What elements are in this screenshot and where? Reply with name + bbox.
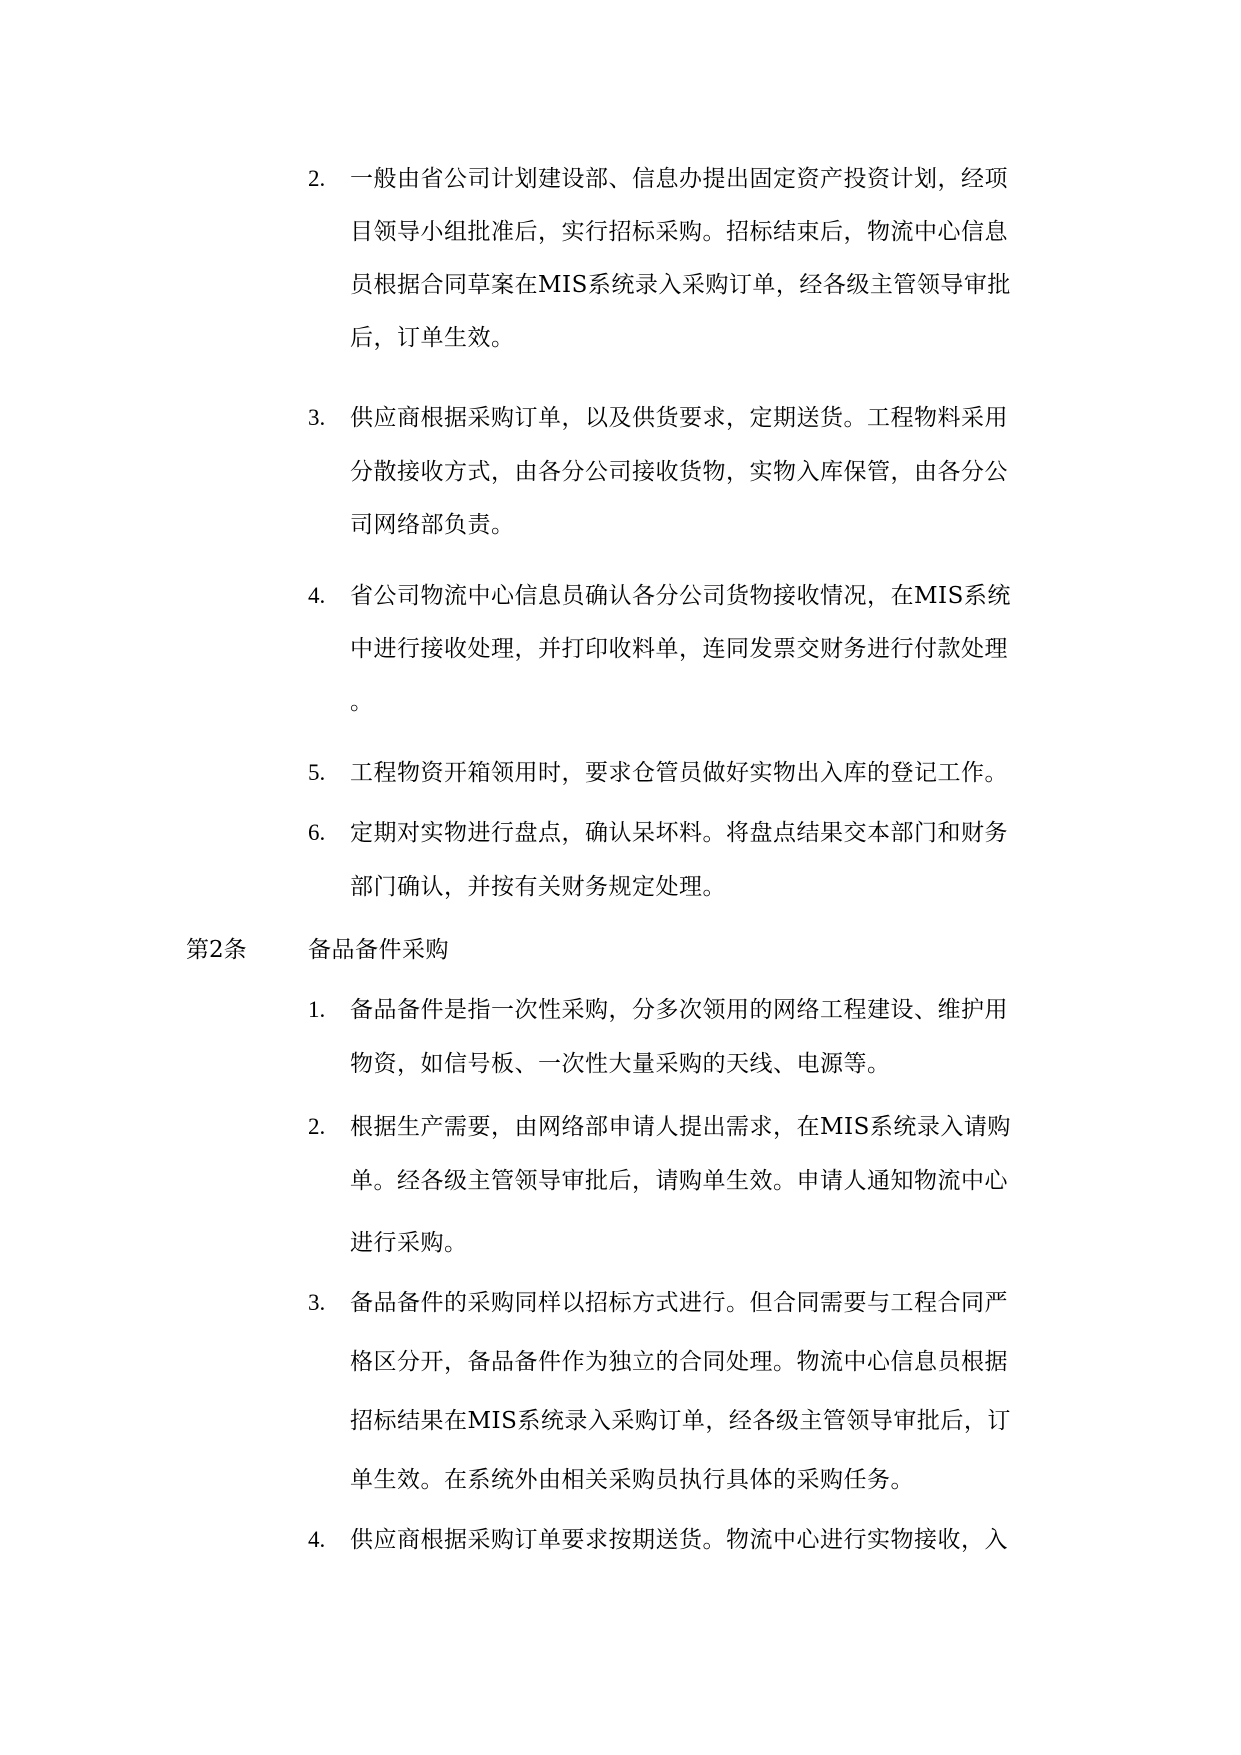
list-item-line: 分散接收方式，由各分公司接收货物，实物入库保管，由各分公 xyxy=(350,459,1008,485)
list-item-line: 招标结果在MIS系统录入采购订单，经各级主管领导审批后，订 xyxy=(350,1408,1011,1434)
list-item-line: 。 xyxy=(350,689,374,715)
list-item-number: 4. xyxy=(308,1527,326,1552)
list-item-line: 目领导小组批准后，实行招标采购。招标结束后，物流中心信息 xyxy=(350,219,1008,245)
list-item-line: 单。经各级主管领导审批后，请购单生效。申请人通知物流中心 xyxy=(350,1168,1008,1194)
list-item-line: 员根据合同草案在MIS系统录入采购订单，经各级主管领导审批 xyxy=(350,272,1011,298)
list-item-line: 备品备件的采购同样以招标方式进行。但合同需要与工程合同严 xyxy=(350,1290,1008,1316)
list-item-line: 供应商根据采购订单要求按期送货。物流中心进行实物接收，入 xyxy=(350,1527,1008,1553)
list-item-number: 6. xyxy=(308,820,326,845)
article-title: 备品备件采购 xyxy=(308,937,449,963)
list-item-line: 一般由省公司计划建设部、信息办提出固定资产投资计划，经项 xyxy=(350,166,1008,192)
list-item-number: 1. xyxy=(308,997,326,1022)
list-item-line: 格区分开，备品备件作为独立的合同处理。物流中心信息员根据 xyxy=(350,1349,1008,1375)
list-item-line: 部门确认，并按有关财务规定处理。 xyxy=(350,874,726,900)
list-item-line: 定期对实物进行盘点，确认呆坏料。将盘点结果交本部门和财务 xyxy=(350,820,1008,846)
list-item-number: 3. xyxy=(308,405,326,430)
list-item-number: 3. xyxy=(308,1290,326,1315)
list-item-number: 4. xyxy=(308,583,326,608)
list-item-line: 根据生产需要，由网络部申请人提出需求，在MIS系统录入请购 xyxy=(350,1114,1011,1140)
list-item-line: 备品备件是指一次性采购，分多次领用的网络工程建设、维护用 xyxy=(350,997,1008,1023)
list-item-line: 司网络部负责。 xyxy=(350,512,515,538)
list-item-number: 2. xyxy=(308,1114,326,1139)
list-item-number: 5. xyxy=(308,760,326,785)
list-item-line: 省公司物流中心信息员确认各分公司货物接收情况，在MIS系统 xyxy=(350,583,1011,609)
list-item-line: 物资，如信号板、一次性大量采购的天线、电源等。 xyxy=(350,1051,891,1077)
list-item-line: 供应商根据采购订单，以及供货要求，定期送货。工程物料采用 xyxy=(350,405,1008,431)
list-item-line: 中进行接收处理，并打印收料单，连同发票交财务进行付款处理 xyxy=(350,636,1008,662)
article-number: 第2条 xyxy=(186,937,247,963)
list-item-line: 单生效。在系统外由相关采购员执行具体的采购任务。 xyxy=(350,1467,914,1493)
list-item-line: 工程物资开箱领用时，要求仓管员做好实物出入库的登记工作。 xyxy=(350,760,1008,786)
list-item-line: 进行采购。 xyxy=(350,1230,468,1256)
list-item-line: 后，订单生效。 xyxy=(350,325,515,351)
list-item-number: 2. xyxy=(308,166,326,191)
